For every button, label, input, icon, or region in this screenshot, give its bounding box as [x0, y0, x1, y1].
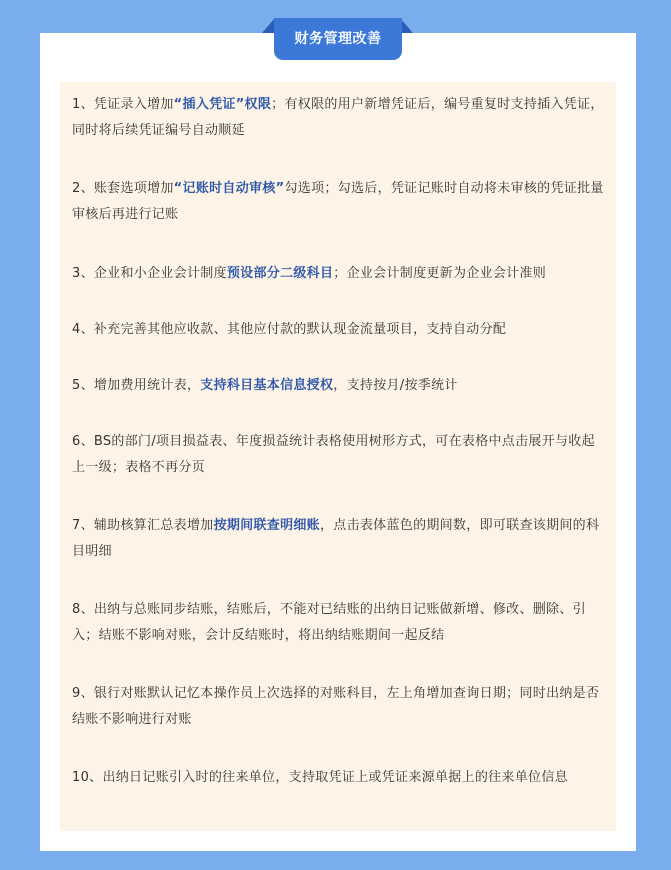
item-text: ；企业会计制度更新为企业会计准则 — [333, 266, 547, 281]
notes-panel — [60, 82, 616, 831]
item-text: ；有权限的用户新增凭证后，编号重复时支持插入凭证，同时将后续凭证编号自动顺延 — [72, 97, 604, 138]
item-text: 1、凭证录入增加 — [72, 97, 174, 112]
item-text: 5、增加费用统计表， — [72, 378, 201, 393]
item-text: ，支持按月/按季统计 — [333, 378, 458, 393]
item-highlight: 支持科目基本信息授权 — [200, 378, 334, 393]
item-text: 10、出纳日记账引入时的往来单位，支持取凭证上或凭证来源单据上的往来单位信息 — [72, 770, 568, 785]
item-text: 勾选项；勾选后，凭证记账时自动将未审核的凭证批量审核后再进行记账 — [72, 181, 604, 222]
list-item — [72, 513, 604, 565]
item-highlight: “记账时自动审核” — [173, 181, 285, 196]
list-item — [72, 176, 604, 228]
item-text: 4、补充完善其他应收款、其他应付款的默认现金流量项目，支持自动分配 — [72, 322, 507, 337]
item-text: 2、账套选项增加 — [72, 181, 174, 196]
list-item — [72, 765, 604, 791]
item-text: 7、辅助核算汇总表增加 — [72, 518, 214, 533]
section-title: 财务管理改善 — [274, 18, 402, 60]
item-text: ，点击表体蓝色的期间数，即可联查该期间的科目明细 — [72, 518, 600, 559]
list-item — [72, 373, 604, 399]
list-item — [72, 261, 604, 287]
item-highlight: 按期间联查明细账 — [213, 518, 320, 533]
item-highlight: “插入凭证”权限 — [173, 97, 272, 112]
item-text: 8、出纳与总账同步结账，结账后，不能对已结账的出纳日记账做新增、修改、删除、引入；结账不影响对账，会计反结账时，将出纳结账期间一起反结 — [72, 602, 586, 643]
list-item — [72, 597, 604, 649]
list-item — [72, 317, 604, 343]
list-item — [72, 681, 604, 733]
item-text: 9、银行对账默认记忆本操作员上次选择的对账科目，左上角增加查询日期；同时出纳是否结账不影响进行对账 — [72, 686, 600, 727]
item-highlight: 预设部分二级科目 — [226, 266, 334, 281]
item-text: 6、BS的部门/项目损益表、年度损益统计表格使用树形方式，可在表格中点击展开与收起上一级；表格不再分页 — [72, 434, 595, 475]
list-item — [72, 92, 604, 144]
list-item — [72, 429, 604, 481]
item-text: 3、企业和小企业会计制度 — [72, 266, 227, 281]
